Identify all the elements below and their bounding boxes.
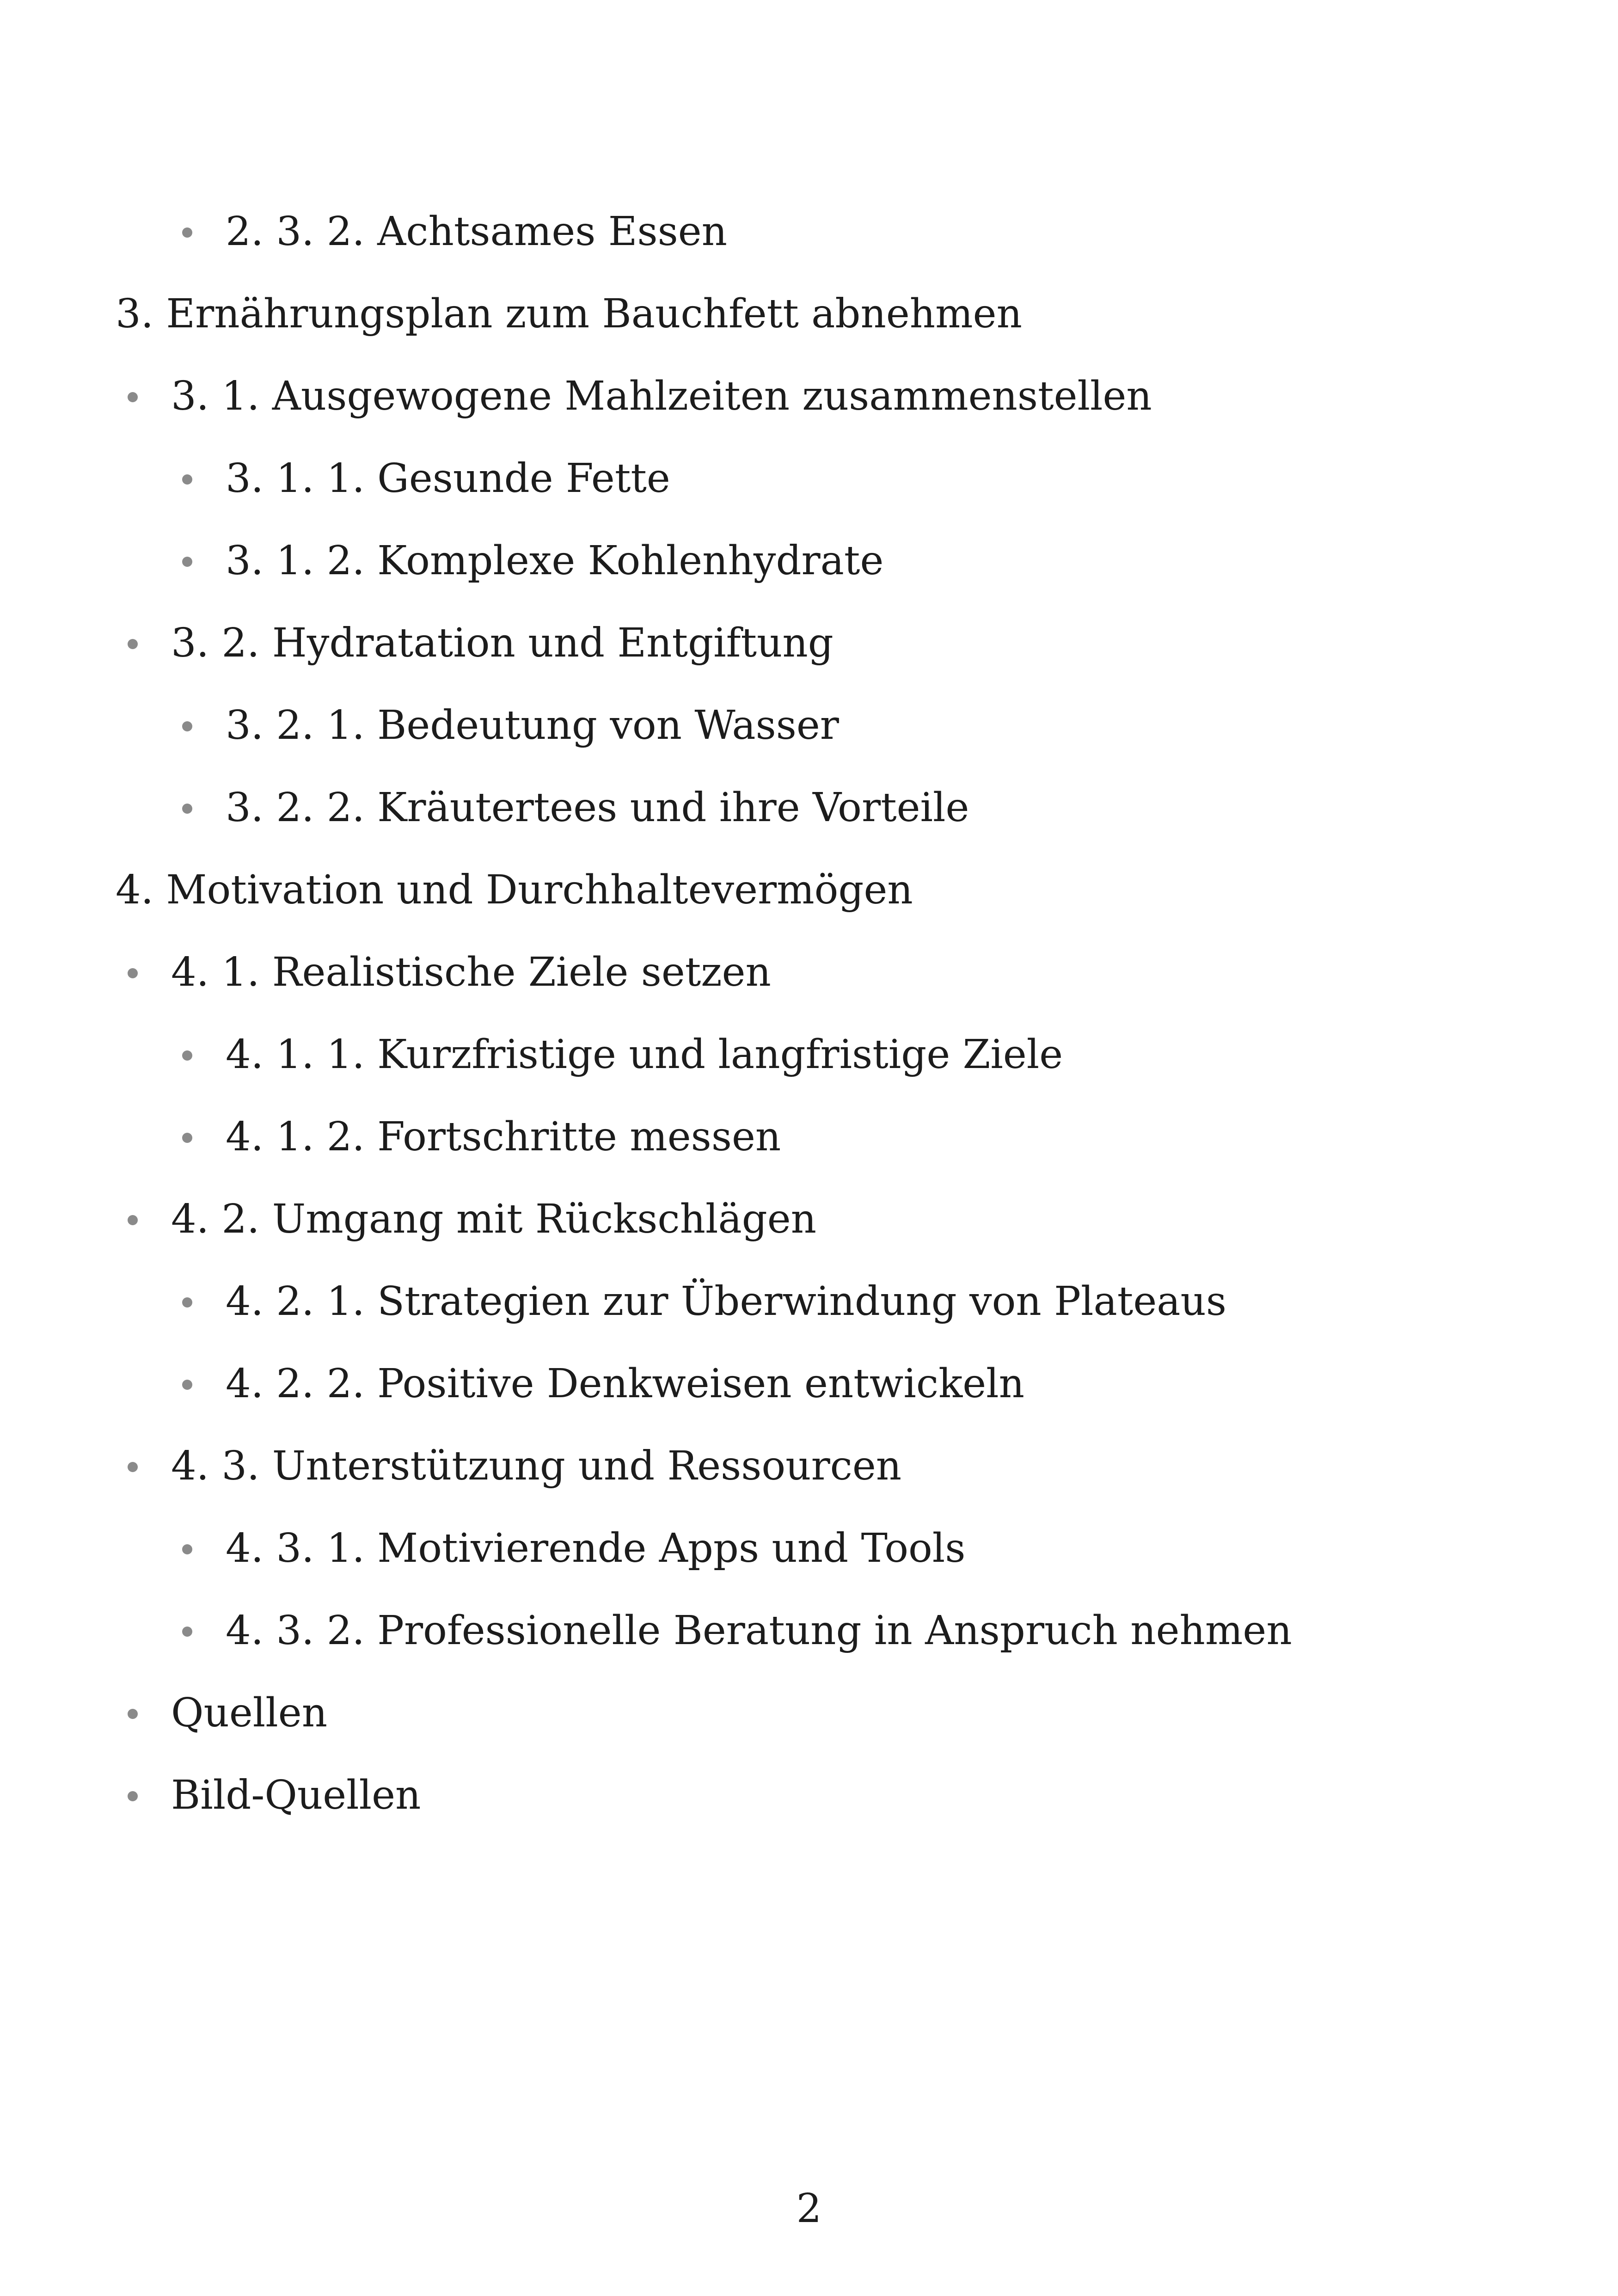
toc-entry-label: Quellen (171, 1690, 328, 1736)
toc-entry-label: 3. Ernährungsplan zum Bauchfett abnehmen (116, 291, 1022, 337)
toc-entry[interactable] (226, 1029, 1063, 1080)
toc-entry[interactable] (226, 700, 839, 751)
toc-entry-label: 3. 1. Ausgewogene Mahlzeiten zusammenstellen (171, 373, 1152, 419)
bullet-icon (182, 227, 192, 238)
bullet-icon (182, 1050, 192, 1061)
toc-entry[interactable] (226, 1276, 1226, 1327)
toc-entry[interactable] (226, 782, 969, 833)
bullet-icon (128, 392, 138, 402)
toc-entry-label: 3. 1. 1. Gesunde Fette (226, 455, 670, 502)
bullet-icon (128, 968, 138, 978)
toc-entry-label: 4. 1. 2. Fortschritte messen (226, 1114, 781, 1160)
toc-entry[interactable] (226, 1523, 965, 1574)
bullet-icon (182, 474, 192, 485)
toc-entry[interactable] (171, 1441, 901, 1492)
toc-entry[interactable] (226, 1111, 781, 1162)
bullet-icon (128, 1462, 138, 1472)
bullet-icon (182, 1297, 192, 1308)
toc-entry[interactable] (171, 1770, 421, 1821)
toc-entry-label: 4. Motivation und Durchhaltevermögen (116, 867, 913, 913)
bullet-icon (182, 1133, 192, 1143)
bullet-icon (182, 804, 192, 814)
toc-entry[interactable] (171, 371, 1152, 422)
bullet-icon (182, 557, 192, 567)
toc-entry[interactable] (226, 206, 727, 257)
toc-entry-label: 4. 3. Unterstützung und Ressourcen (171, 1443, 902, 1489)
toc-entry-label: 4. 1. Realistische Ziele setzen (171, 949, 771, 995)
bullet-icon (128, 639, 138, 649)
page-number: 2 (796, 2185, 822, 2232)
toc-entry-label: 4. 2. Umgang mit Rückschlägen (171, 1196, 817, 1242)
bullet-icon (128, 1709, 138, 1719)
bullet-icon (182, 721, 192, 731)
toc-entry-label: 4. 1. 1. Kurzfristige und langfristige Ziele (226, 1031, 1063, 1078)
toc-entry[interactable] (171, 618, 834, 669)
bullet-icon (182, 1544, 192, 1554)
toc-entry[interactable] (171, 1688, 327, 1738)
toc-entry-label: 3. 2. Hydratation und Entgiftung (171, 620, 834, 666)
toc-entry[interactable] (226, 1605, 1292, 1656)
toc-entry-label: 2. 3. 2. Achtsames Essen (226, 209, 728, 255)
toc-entry[interactable] (226, 535, 883, 586)
toc-chapter[interactable] (116, 865, 913, 915)
toc-entry-label: 3. 2. 2. Kräutertees und ihre Vorteile (226, 785, 969, 831)
toc-entry-label: 3. 2. 1. Bedeutung von Wasser (226, 702, 839, 749)
toc-entry[interactable] (171, 1194, 816, 1245)
toc-entry-label: 4. 3. 2. Professionelle Beratung in Anspruch nehmen (226, 1608, 1292, 1654)
toc-entry-label: 4. 2. 1. Strategien zur Überwindung von Plateaus (226, 1278, 1227, 1325)
toc-entry[interactable] (226, 1358, 1024, 1409)
toc-chapter[interactable] (116, 289, 1022, 339)
toc-entry-label: Bild-Quellen (171, 1772, 421, 1818)
bullet-icon (182, 1380, 192, 1390)
toc-entry[interactable] (226, 453, 670, 504)
bullet-icon (182, 1627, 192, 1637)
toc-entry[interactable] (171, 947, 771, 998)
bullet-icon (128, 1791, 138, 1801)
toc-entry-label: 4. 2. 2. Positive Denkweisen entwickeln (226, 1361, 1024, 1407)
toc-entry-label: 3. 1. 2. Komplexe Kohlenhydrate (226, 538, 884, 584)
toc-entry-label: 4. 3. 1. Motivierende Apps und Tools (226, 1525, 966, 1572)
bullet-icon (128, 1215, 138, 1225)
